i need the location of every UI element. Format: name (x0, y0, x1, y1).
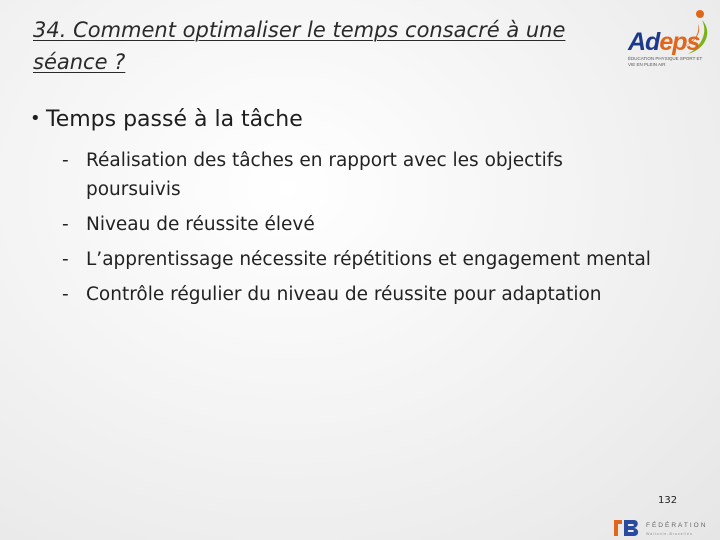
adeps-subtitle: ÉDUCATION PHYSIQUE SPORT ET VIE EN PLEIN AIR (628, 56, 703, 67)
federation-subtext: Wallonie-Bruxelles (646, 532, 693, 536)
bullet-dot: • (30, 108, 41, 129)
federation-text: FÉDÉRATION (646, 522, 708, 529)
sub-bullet-item: - L’apprentissage nécessite répétitions et engagement mental (62, 245, 662, 274)
adeps-logo (622, 8, 712, 70)
page-number: 132 (658, 495, 678, 506)
sub-bullet-item: - Réalisation des tâches en rapport avec les objectifs poursuivis (62, 146, 662, 204)
federation-mark-icon (612, 516, 642, 540)
adeps-wordmark: Adeps (628, 28, 700, 56)
sub-bullet-item: - Niveau de réussite élevé (62, 210, 662, 239)
main-bullet-text: Temps passé à la tâche (46, 107, 303, 132)
federation-logo (612, 516, 720, 540)
sub-bullet-item: - Contrôle régulier du niveau de réussite pour adaptation (62, 280, 662, 309)
slide-title: 34. Comment optimaliser le temps consacré à une séance ? (33, 18, 566, 74)
main-bullet (30, 107, 303, 132)
sub-bullet-list (62, 146, 662, 315)
